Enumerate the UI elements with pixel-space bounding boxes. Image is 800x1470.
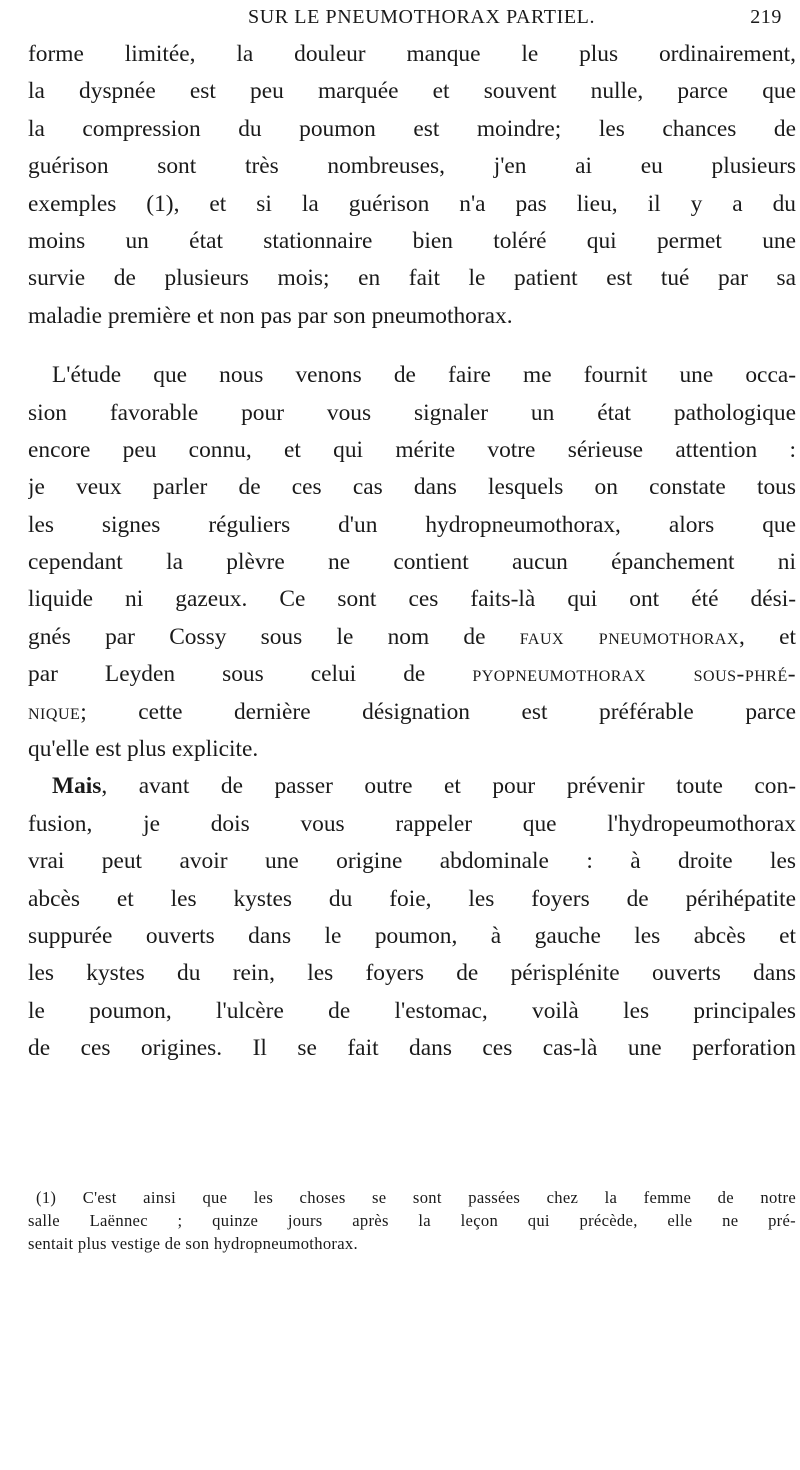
text-line: maladie première et non pas par son pneumothorax. xyxy=(28,302,513,329)
text-line: le poumon, l'ulcère de l'estomac, voilà les principales xyxy=(28,997,796,1024)
text-line: cependant la plèvre ne contient aucun épanchement ni xyxy=(28,549,796,576)
text-run: ; cette dernière désignation est préférable parce xyxy=(80,698,796,725)
page-number: 219 xyxy=(750,6,782,28)
text-run: gnés par Cossy sous le nom de xyxy=(28,623,520,650)
text-line: exemples (1), et si la guérison n'a pas lieu, il y a du xyxy=(28,190,796,217)
text-line: abcès et les kystes du foie, les foyers de périhépatite xyxy=(28,885,796,912)
text-line: de ces origines. Il se fait dans ces cas-là une perforation xyxy=(28,1035,796,1062)
text-line: les kystes du rein, les foyers de périsplénite ouverts dans xyxy=(28,960,796,987)
small-caps-term: nique xyxy=(28,698,81,725)
small-caps-term: pyopneumothorax sous-phré- xyxy=(472,661,796,688)
footnote-line: sentait plus vestige de son hydropneumothorax. xyxy=(28,1234,358,1253)
body-text xyxy=(28,36,796,1068)
text-line: qu'elle est plus explicite. xyxy=(28,736,259,763)
text-run: par Leyden sous celui de xyxy=(28,661,473,688)
text-line: guérison sont très nombreuses, j'en ai eu plusieurs xyxy=(28,153,796,180)
text-line: survie de plusieurs mois; en fait le patient est tué par sa xyxy=(28,265,796,292)
text-line xyxy=(28,656,796,693)
footnote-line: salle Laënnec ; quinze jours après la leçon qui précède, elle ne pré- xyxy=(28,1211,796,1230)
text-line: la dyspnée est peu marquée et souvent nulle, parce que xyxy=(28,78,796,105)
text-line: suppurée ouverts dans le poumon, à gauche les abcès et xyxy=(28,922,796,949)
text-run: , avant de passer outre et pour prévenir toute con- xyxy=(101,773,796,800)
text-line: liquide ni gazeux. Ce sont ces faits-là qui ont été dési- xyxy=(28,586,796,613)
text-line xyxy=(28,619,796,656)
small-caps-term: faux pneumothorax xyxy=(519,623,740,650)
text-line: la compression du poumon est moindre; les chances de xyxy=(28,115,796,142)
text-line: je veux parler de ces cas dans lesquels on constate tous xyxy=(28,474,796,501)
text-line: fusion, je dois vous rappeler que l'hydropeumothorax xyxy=(28,810,796,837)
text-run: Mais xyxy=(52,773,102,800)
text-run: , et xyxy=(739,623,796,650)
text-line: moins un état stationnaire bien toléré qui permet une xyxy=(28,227,796,254)
text-line xyxy=(28,694,796,731)
running-head xyxy=(248,2,788,32)
text-line xyxy=(28,768,796,805)
running-head-title: SUR LE PNEUMOTHORAX PARTIEL. xyxy=(248,6,596,28)
text-line: encore peu connu, et qui mérite votre sérieuse attention : xyxy=(28,436,796,463)
footnote xyxy=(28,1186,796,1255)
paragraph-gap xyxy=(28,335,796,357)
text-line: forme limitée, la douleur manque le plus ordinairement, xyxy=(28,41,796,67)
text-line: les signes réguliers d'un hydropneumothorax, alors que xyxy=(28,511,796,538)
text-line: vrai peut avoir une origine abdominale : à droite les xyxy=(28,848,796,875)
footnote-line: (1) C'est ainsi que les choses se sont passées chez la femme de notre xyxy=(36,1188,796,1207)
text-line: sion favorable pour vous signaler un état pathologique xyxy=(28,399,796,426)
text-line: L'étude que nous venons de faire me fournit une occa- xyxy=(52,362,796,389)
